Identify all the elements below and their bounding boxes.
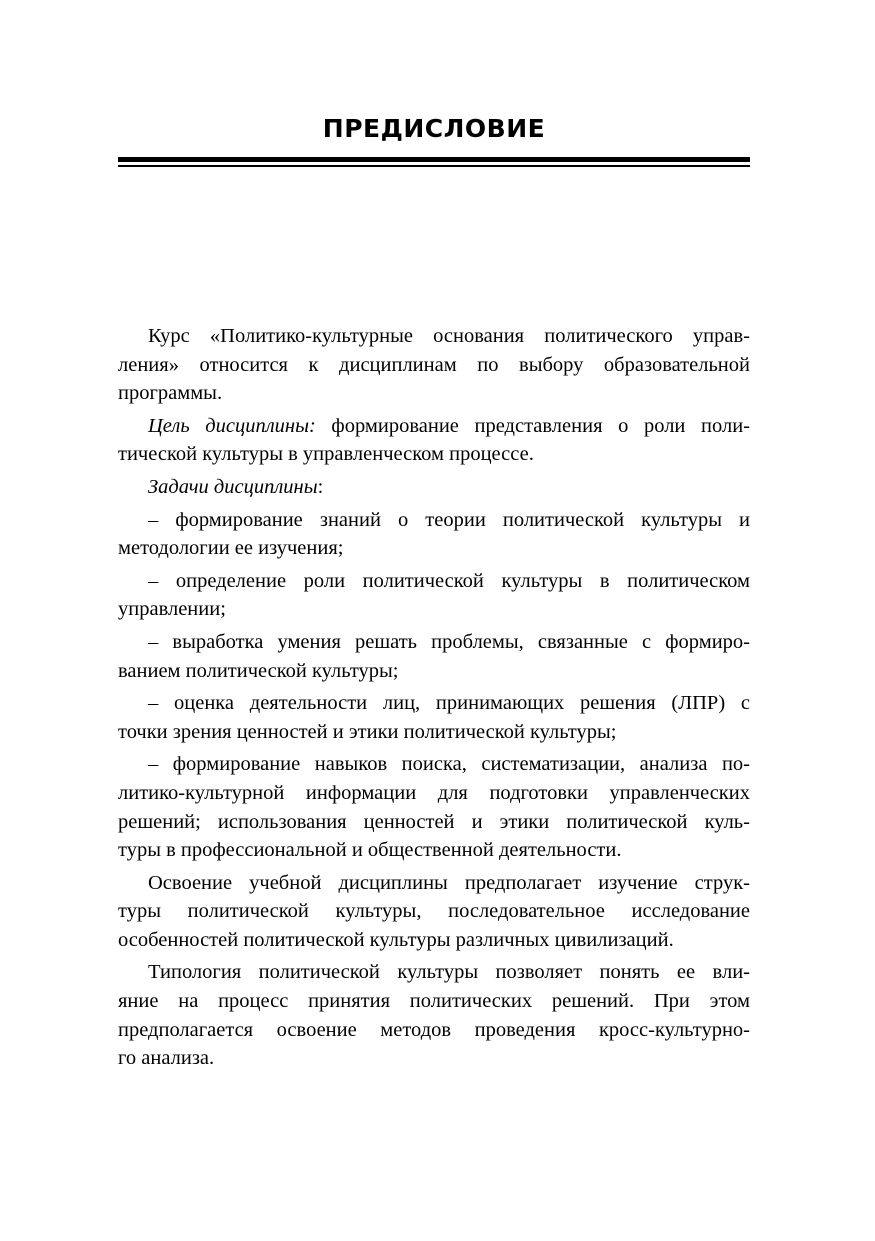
text-line: – определение роли политической культуры в политическом bbox=[148, 569, 750, 592]
text-line: яние на процесс принятия политических решений. При этом bbox=[118, 990, 750, 1013]
text-line: точки зрения ценностей и этики политической культуры; bbox=[118, 720, 617, 743]
text-line: тической культуры в управленческом процессе. bbox=[118, 443, 534, 466]
text-line: управлении; bbox=[118, 598, 226, 621]
list-item bbox=[118, 750, 750, 864]
goal-label: Цель дисциплины: bbox=[148, 414, 316, 437]
list-item bbox=[118, 506, 750, 563]
paragraph-goal bbox=[118, 412, 750, 469]
text-line: литико-культурной информации для подготовки управленческих bbox=[118, 781, 750, 804]
paragraph-course bbox=[118, 322, 750, 408]
text-line: туры в профессиональной и общественной деятельности. bbox=[118, 839, 622, 862]
text-line: – оценка деятельности лиц, принимающих решения (ЛПР) с bbox=[148, 692, 750, 715]
text-line: – формирование навыков поиска, систематизации, анализа по- bbox=[148, 753, 750, 776]
paragraph-mastery bbox=[118, 869, 750, 955]
list-item bbox=[118, 689, 750, 746]
paragraph-typology bbox=[118, 958, 750, 1072]
text-line: предполагается освоение методов проведения кросс-культурно- bbox=[118, 1018, 750, 1041]
text-line bbox=[118, 473, 750, 502]
text-line: методологии ее изучения; bbox=[118, 537, 344, 560]
goal-text: формирование представления о роли поли- bbox=[315, 414, 750, 437]
text-line: ванием политической культуры; bbox=[118, 659, 399, 682]
text-line: особенностей политической культуры различных цивилизаций. bbox=[118, 928, 674, 951]
text-line: туры политической культуры, последовательное исследование bbox=[118, 900, 750, 923]
list-item bbox=[118, 628, 750, 685]
text-line: программы. bbox=[118, 382, 223, 405]
text-line: ления» относится к дисциплинам по выбору образовательной bbox=[118, 353, 750, 376]
text-line bbox=[118, 412, 750, 441]
text-line: решений; использования ценностей и этики политической куль- bbox=[118, 810, 750, 833]
text-line: Типология политической культуры позволяет понять ее вли- bbox=[148, 961, 750, 984]
text-line: – выработка умения решать проблемы, связанные с формиро- bbox=[148, 630, 750, 653]
title-rule-thin bbox=[118, 165, 750, 167]
tasks-label: Задачи дисциплины bbox=[148, 475, 318, 498]
text-line: – формирование знаний о теории политической культуры и bbox=[148, 508, 750, 531]
preface-body bbox=[118, 322, 750, 1073]
tasks-colon: : bbox=[317, 475, 324, 498]
title-rule-thick bbox=[118, 157, 750, 162]
text-line: Курс «Политико-культурные основания политического управ- bbox=[148, 325, 750, 347]
page-title: ПРЕДИСЛОВИЕ bbox=[322, 114, 546, 143]
text-line: Освоение учебной дисциплины предполагает изучение струк- bbox=[148, 871, 750, 894]
text-line: го анализа. bbox=[118, 1047, 215, 1070]
paragraph-tasks-label bbox=[118, 473, 750, 502]
list-item bbox=[118, 567, 750, 624]
